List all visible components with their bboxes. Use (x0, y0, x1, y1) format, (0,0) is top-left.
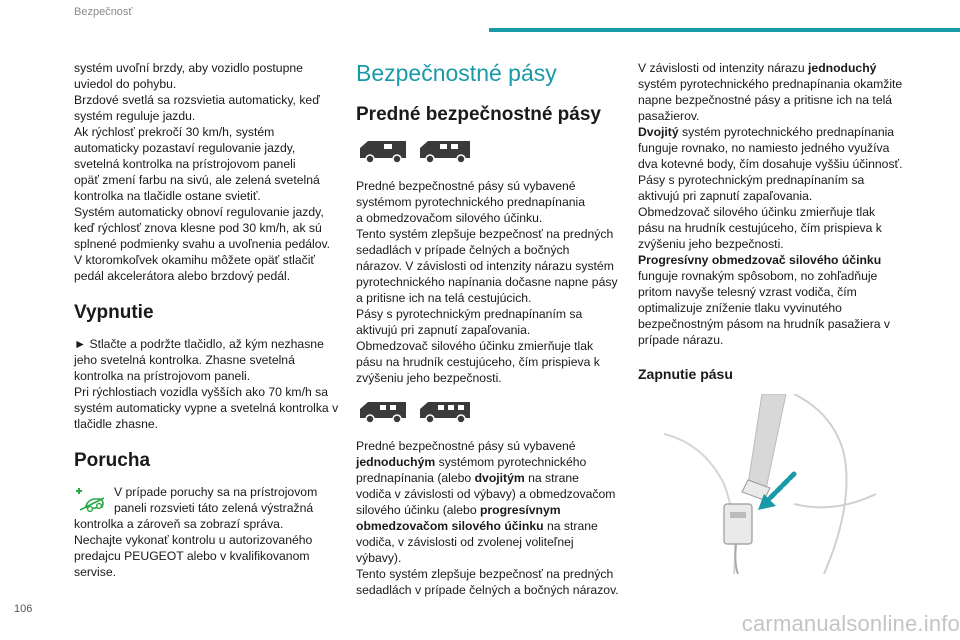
pretensioner-paragraph: V závislosti od intenzity nárazu jednoduchý systém pyrotechnického prednapínania okamžite napne bezpečnostné pásy a pritisne ich na telá pasažierov. Dvojitý systém pyrotechnického prednapínania funguje rovnako, no namiesto jedného využíva dva kotevné body, čím dosahuje vyššiu účinnosť. Pásy s pyrotechnickým prednapínaním sa aktivujú pri zapnutí zapaľovania. Obmedzovač silového účinku zmierňuje tlak pásu na hrudník cestujúceho, čím prispieva k zvýšeniu jeho bezpečnosti. Progresívny obmedzovač silového účinku funguje rovnakým spôsobom, no zohľadňuje pritom navyše telesný vzrast vodiča, čím optimalizuje zníženie tlaku vyvinutého bezpečnostným pásom na hrudník pasažiera v prípade nárazu. (638, 61, 903, 347)
front-seatbelts-paragraph-2: Predné bezpečnostné pásy sú vybavené jednoduchým systémom pyrotechnického prednapínania (alebo dvojitým na strane vodiča v závislosti od výbavy) a obmedzovačom silového účinku (alebo progresívnym obmedzovačom silového účinku na strane vodiča, v závislosti od zvolenej voliteľnej výbavy). Tento systém zlepšuje bezpečnosť na predných sedadlách v prípade čelných a bočných nárazov. (356, 439, 619, 597)
hill-assist-warning-icon (74, 486, 108, 514)
van-passenger-long-icon (418, 398, 472, 424)
seatbelt-buckle-illustration (644, 394, 876, 574)
vehicle-variant-icons-1 (356, 138, 628, 164)
header-accent-bar (489, 28, 960, 32)
intro-paragraph: systém uvoľní brzdy, aby vozidlo postupne uviedol do pohybu. Brzdové svetlá sa rozsvietia automaticky, keď systém reguluje jazdu. Ak rýchlosť prekročí 30 km/h, systém automaticky pozastaví regulovanie jazdy, svetelná kontrolka na prístrojovom paneli opäť zmení farbu na sivú, ale zelená svetelná kontrolka na tlačidle ostane svietiť. Systém automaticky obnoví regulovanie jazdy, keď rýchlosť znova klesne pod 30 km/h, ak sú splnené podmienky svahu a uvoľnenia pedálov. V ktoromkoľvek okamihu môžete opäť stlačiť pedál akcelerátora alebo brzdový pedál. (74, 61, 331, 283)
van-short-icon (356, 138, 410, 164)
front-seatbelts-heading: Predné bezpečnostné pásy (356, 104, 601, 125)
column-right (638, 60, 910, 579)
porucha-heading: Porucha (74, 450, 151, 471)
van-long-icon (418, 138, 472, 164)
section-heading-seatbelts: Bezpečnostné pásy (356, 60, 557, 86)
page-number: 106 (14, 603, 33, 615)
vehicle-variant-icons-2 (356, 398, 628, 424)
fastening-belt-heading: Zapnutie pásu (638, 366, 733, 382)
porucha-icon-row (74, 484, 346, 516)
watermark-url: carmanualsonline.info (741, 611, 960, 636)
front-seatbelts-paragraph-1: Predné bezpečnostné pásy sú vybavené systémom pyrotechnického prednapínania a obmedzovačom silového účinku. Tento systém zlepšuje bezpečnosť na predných sedadlách v prípade čelných a bočných nárazov. V závislosti od intenzity nárazu systém pyrotechnického napínania dočasne napne pásy a pritisne ich na telá cestujúcich. Pásy s pyrotechnickým prednapínaním sa aktivujú pri zapnutí zapaľovania. Obmedzovač silového účinku zmierňuje tlak pásu na hrudník cestujúceho, čím prispieva k zvýšeniu jeho bezpečnosti. (356, 179, 618, 385)
vypnutie-paragraph: ► Stlačte a podržte tlačidlo, až kým nezhasne jeho svetelná kontrolka. Zhasne svetelná kontrolka na prístrojovom paneli. Pri rýchlostiach vozidla vyšších ako 70 km/h sa systém automaticky vypne a svetelná kontrolka v tlačidle zhasne. (74, 337, 339, 431)
porucha-icon-text: V prípade poruchy sa na prístrojovom paneli rozsvieti táto zelená výstražná (114, 485, 318, 515)
column-left (74, 60, 346, 580)
van-passenger-icon (356, 398, 410, 424)
vypnutie-heading: Vypnutie (74, 302, 154, 323)
column-middle (356, 60, 628, 598)
section-header-title: Bezpečnosť (74, 6, 133, 18)
porucha-paragraph: kontrolka a zároveň sa zobrazí správa. Nechajte vykonať kontrolu u autorizovaného predajcu PEUGEOT alebo v kvalifikovanom servise. (74, 517, 313, 579)
